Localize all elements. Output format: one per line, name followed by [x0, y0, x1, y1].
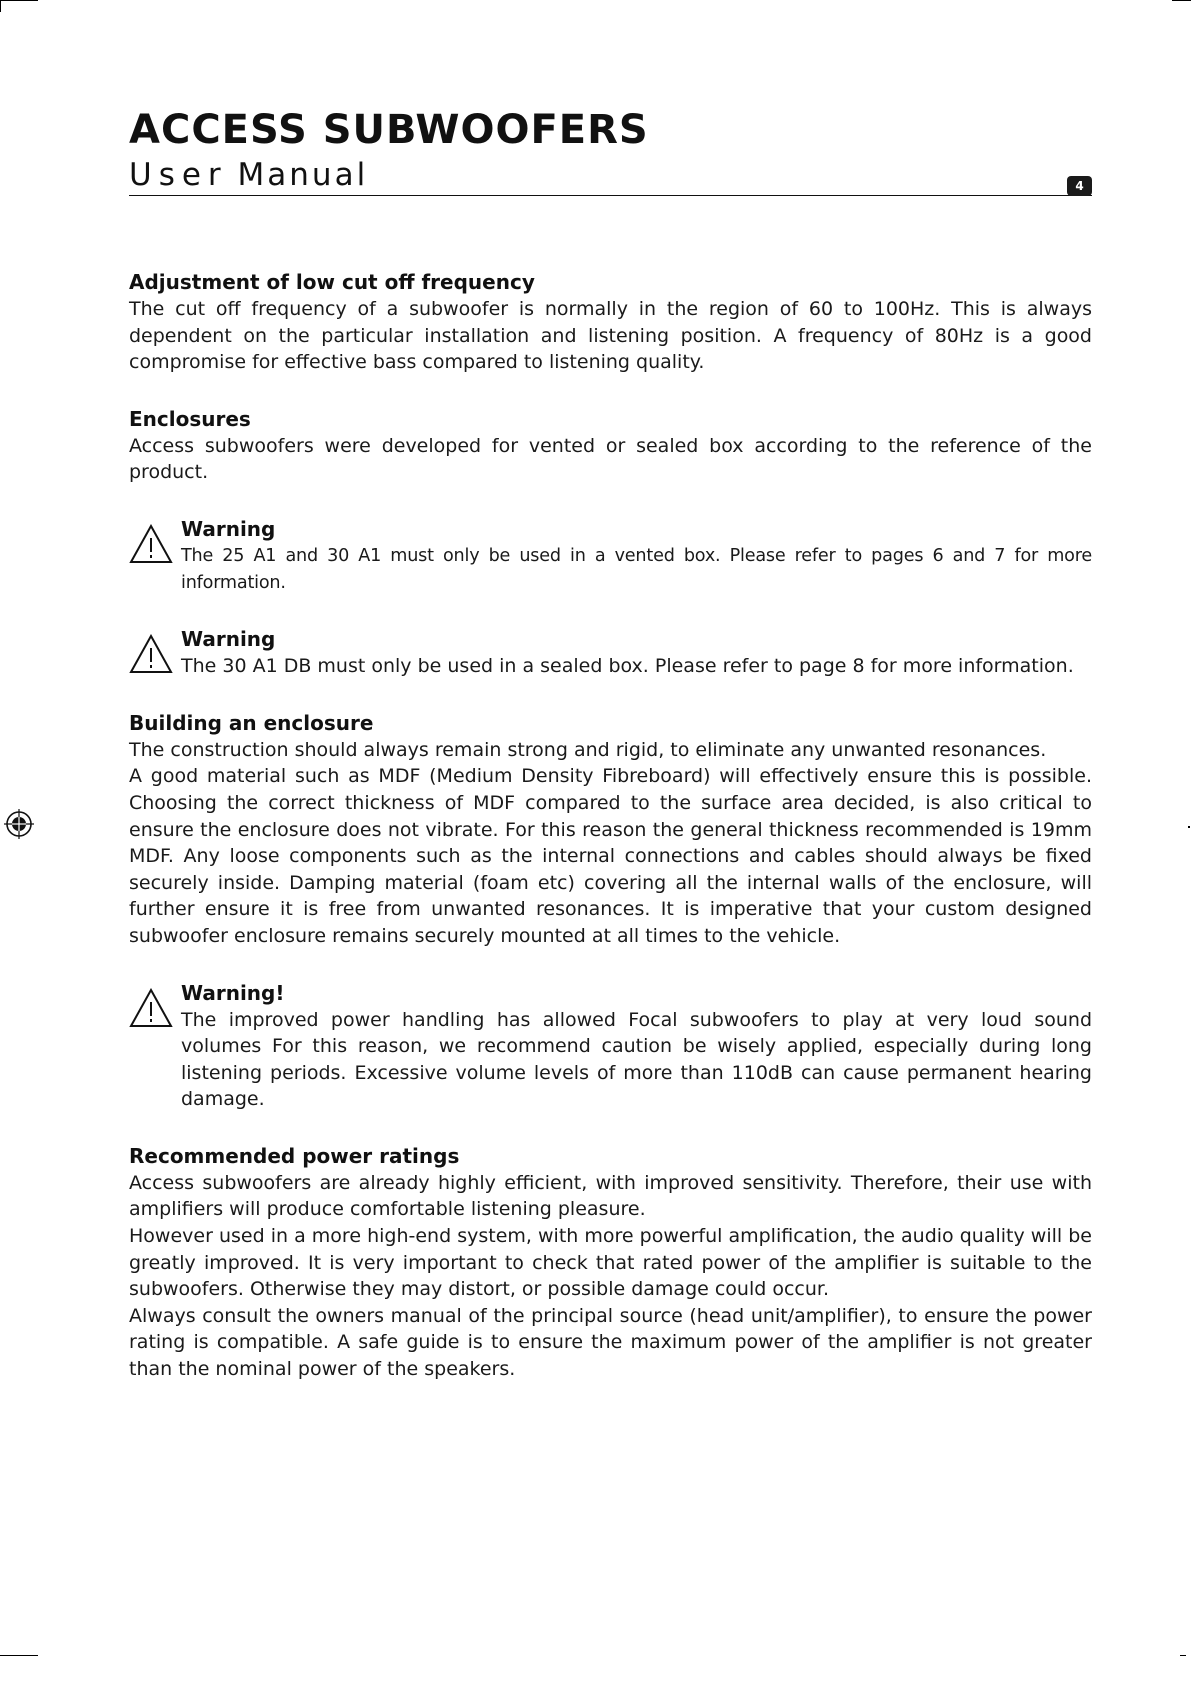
warning-triangle-icon — [129, 634, 173, 674]
crop-mark-bottom-left — [0, 1655, 38, 1656]
warning-sealed-box — [129, 625, 1092, 680]
header-rule — [129, 195, 1092, 196]
warning-text: The improved power handling has allowed Focal subwoofers to play at very loud sound volumes For this reason, we recommend caution be wisely applied, especially during long listening periods. Excessive volume levels of more than 110dB can cause permanent hearing damage. — [181, 1008, 1092, 1111]
section-paragraph: Access subwoofers are already highly efficient, with improved sensitivity. Therefore, their use with amplifiers will produce comfortable listening pleasure. — [129, 1171, 1092, 1221]
warning-heading: Warning — [181, 516, 276, 541]
section-paragraph: A good material such as MDF (Medium Density Fibreboard) will effectively ensure this is possible. Choosing the correct thickness of MDF compared to the surface area decided, is also critical to ensure the enclosure does not vibrate. For this reason the general thickness recommended is 19mm MDF. Any loose components such as the internal connections and cables should always be fixed securely inside. Damping material (foam etc) covering all the internal walls of the enclosure, will further ensure it is free from unwanted resonances. It is imperative that your custom designed subwoofer enclosure remains securely mounted at all times to the vehicle. — [129, 765, 1092, 947]
warning-text: The 30 A1 DB must only be used in a sealed box. Please refer to page 8 for more information. — [181, 655, 1074, 678]
section-heading: Building an enclosure — [129, 710, 374, 735]
section-heading: Adjustment of low cut off frequency — [129, 270, 535, 294]
warning-text: The 25 A1 and 30 A1 must only be used in a vented box. Please refer to pages 6 and 7 for more information. — [181, 545, 1092, 593]
section-paragraph: The cut off frequency of a subwoofer is normally in the region of 60 to 100Hz. This is always dependent on the particular installation and listening position. A frequency of 80Hz is a good compromise for effective bass compared to listening quality. — [129, 298, 1092, 374]
document-body — [129, 268, 1092, 1412]
warning-triangle-icon — [129, 988, 173, 1028]
crop-mark-top-left-vertical — [0, 0, 1, 12]
section-low-cut — [129, 268, 1092, 376]
warning-vented-box — [129, 515, 1092, 596]
section-enclosures — [129, 405, 1092, 486]
section-building-enclosure — [129, 709, 1092, 950]
warning-triangle-icon — [129, 524, 173, 564]
section-heading: Recommended power ratings — [129, 1143, 460, 1168]
crop-mark-top-right — [1172, 0, 1191, 1]
crop-mark-right-dot — [1188, 826, 1190, 828]
section-paragraph: The construction should always remain strong and rigid, to eliminate any unwanted resonances. — [129, 738, 1047, 761]
section-power-ratings — [129, 1142, 1092, 1383]
crop-mark-top-left — [0, 0, 38, 1]
subtitle-word-user: User — [129, 157, 228, 193]
section-heading: Enclosures — [129, 406, 251, 431]
section-paragraph: Always consult the owners manual of the principal source (head unit/amplifier), to ensure the power rating is compatible. A safe guide is to ensure the maximum power of the amplifier is not greater than the nominal power of the speakers. — [129, 1304, 1092, 1381]
document-title: ACCESS SUBWOOFERS — [129, 107, 649, 153]
crop-mark-bottom-right — [1180, 1655, 1186, 1656]
section-paragraph: However used in a more high-end system, with more powerful amplification, the audio quality will be greatly improved. It is very important to check that rated power of the amplifier is suitable to the subwoofers. Otherwise they may distort, or possible damage could occur. — [129, 1225, 1092, 1301]
warning-heading: Warning — [181, 627, 276, 652]
section-paragraph: Access subwoofers were developed for vented or sealed box according to the reference of the product. — [129, 434, 1092, 484]
page-number-badge: 4 — [1067, 176, 1092, 196]
subtitle-word-manual: Manual — [237, 157, 369, 193]
warning-hearing-damage — [129, 979, 1092, 1113]
document-subtitle — [129, 157, 369, 193]
registration-mark-icon — [4, 809, 34, 839]
warning-heading: Warning! — [181, 980, 285, 1005]
